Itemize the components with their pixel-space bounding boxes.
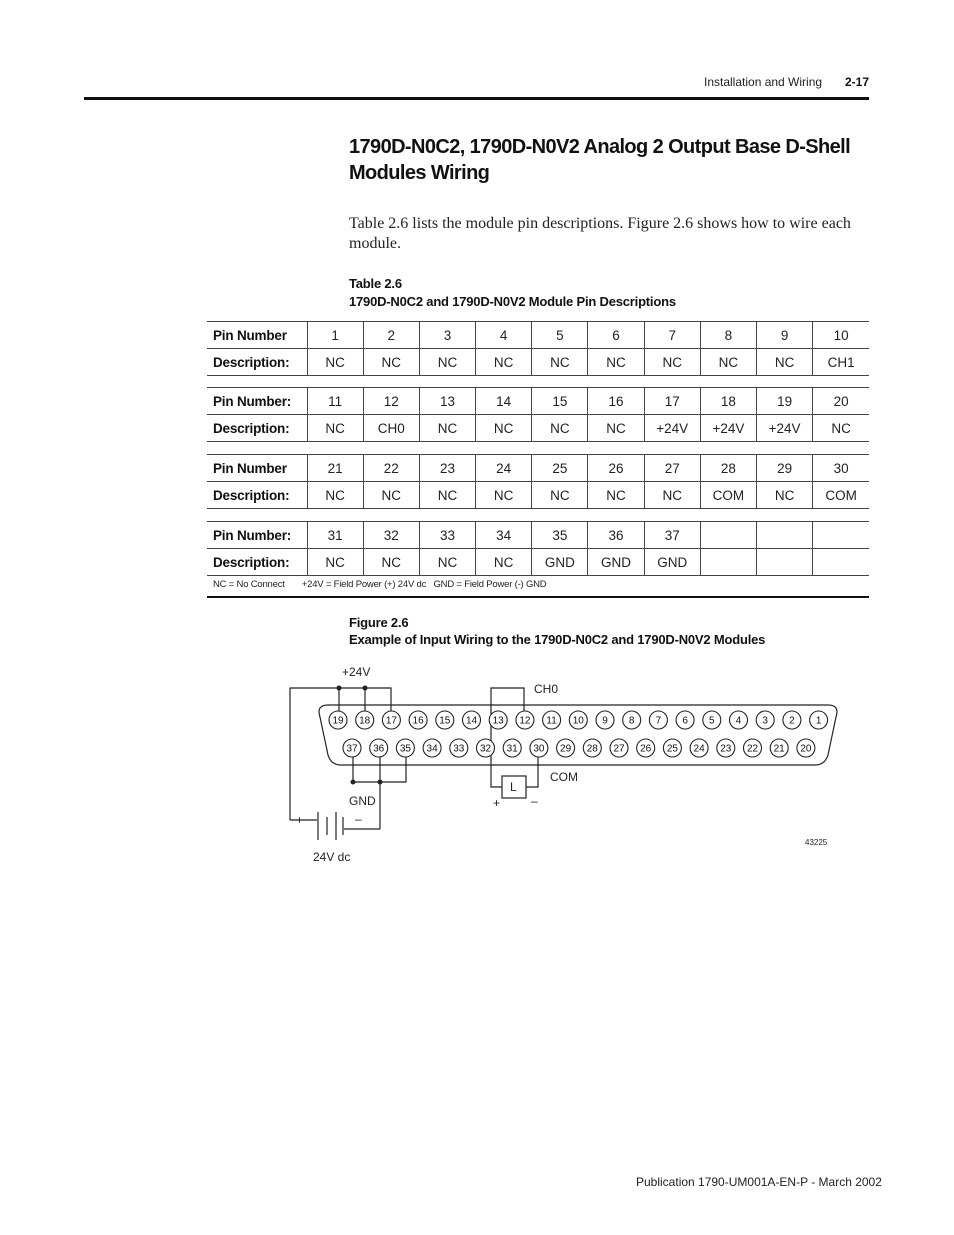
description-row [207,415,869,442]
connector-pin [649,711,667,729]
pin-cell: 29 [757,455,813,482]
pin-cell: 37 [644,522,700,549]
description-cell: NC [419,415,475,442]
pin-number: 30 [533,743,545,755]
connector-pin [436,711,454,729]
description-cell: NC [476,549,532,576]
pin-cell: 32 [363,522,419,549]
description-cell: GND [532,549,588,576]
pin-cell: 12 [363,388,419,415]
pin-cell: 16 [588,388,644,415]
description-cell: NC [307,482,363,509]
pin-number: 10 [572,715,584,727]
pin-cell: 33 [419,522,475,549]
pin-cell [813,522,869,549]
label-supply-plus: + [296,813,304,827]
junction-dot [378,780,383,785]
pin-cell: 31 [307,522,363,549]
pin-number: 9 [602,715,608,727]
description-cell: NC [588,349,644,376]
description-cell: NC [532,482,588,509]
description-cell: NC [307,349,363,376]
connector-pin [637,739,655,757]
connector-pin [543,711,561,729]
connector-pin [730,711,748,729]
pin-cell: 3 [419,322,475,349]
figure-label: Figure 2.6 [349,615,409,630]
table-caption: 1790D-N0C2 and 1790D-N0V2 Module Pin Descriptions [349,294,676,309]
connector-pin [503,739,521,757]
connector-pin [423,739,441,757]
description-cell: NC [419,349,475,376]
pin-number: 35 [399,743,411,755]
connector-pin [489,711,507,729]
pin-cell: 30 [813,455,869,482]
connector-pin [450,739,468,757]
description-cell: NC [307,549,363,576]
connector-pin [583,739,601,757]
label-supply-minus: – [355,812,362,826]
description-cell: NC [476,415,532,442]
label-load-minus: – [531,794,538,808]
pin-cell: 13 [419,388,475,415]
pin-cell: 36 [588,522,644,549]
pin-cell: 35 [532,522,588,549]
connector-pin [396,739,414,757]
pin-number: 18 [359,715,371,727]
pin-cell: 8 [700,322,756,349]
junction-dot [363,686,368,691]
description-cell: NC [700,349,756,376]
pin-cell: 34 [476,522,532,549]
connector-pin [770,739,788,757]
description-cell: GND [588,549,644,576]
description-cell: NC [588,482,644,509]
intro-paragraph: Table 2.6 lists the module pin descriptions. Figure 2.6 shows how to wire each module. [349,215,851,252]
description-cell: NC [363,549,419,576]
section-title: 1790D-N0C2, 1790D-N0V2 Analog 2 Output Base D-Shell Modules Wiring [349,136,851,184]
description-row-label: Description: [207,549,307,576]
pin-cell: 11 [307,388,363,415]
header-rule [84,97,869,100]
label-supply: 24V dc [313,850,351,864]
pin-number: 8 [628,715,635,727]
connector-pin [744,739,762,757]
running-header-section: Installation and Wiring [704,75,823,89]
connector-pin [663,739,681,757]
pin-number: 23 [720,743,732,755]
pin-cell: 22 [363,455,419,482]
connector-pin [690,739,708,757]
connector-pin [569,711,587,729]
pin-cell: 28 [700,455,756,482]
connector-pin [810,711,828,729]
description-row [207,482,869,509]
pin-row [207,522,869,549]
pin-number: 13 [492,715,504,727]
pin-cell: 19 [757,388,813,415]
pin-number: 12 [519,715,531,727]
pin-number: 4 [735,715,742,727]
pin-cell: 17 [644,388,700,415]
description-cell: NC [363,482,419,509]
pin-number: 16 [412,715,424,727]
pin-row [207,455,869,482]
connector-pin [703,711,721,729]
connector-pin [409,711,427,729]
pin-cell: 20 [813,388,869,415]
description-row-label: Description: [207,349,307,376]
description-cell: NC [307,415,363,442]
pin-number: 22 [746,743,759,755]
description-cell: CH1 [813,349,869,376]
pin-row-label: Pin Number [207,455,307,482]
pin-block-4 [207,521,869,576]
pin-number: 31 [506,743,518,755]
description-cell: COM [700,482,756,509]
pin-number: 20 [800,743,812,755]
pin-number: 25 [666,743,678,755]
pin-number: 19 [332,715,344,727]
pin-number: 17 [385,715,397,727]
pin-row-label: Pin Number: [207,388,307,415]
label-load-plus: + [493,796,501,810]
connector-pin [356,711,374,729]
pin-number: 1 [815,715,822,727]
pin-number: 21 [773,743,785,755]
pin-cell: 25 [532,455,588,482]
pin-block-1 [207,321,869,376]
pin-cell: 5 [532,322,588,349]
pin-cell: 15 [532,388,588,415]
description-cell: NC [419,482,475,509]
connector-pin [557,739,575,757]
pin-cell: 6 [588,322,644,349]
connector-pin [370,739,388,757]
connector-pin [477,739,495,757]
pin-number: 32 [479,743,492,755]
pin-cell: 14 [476,388,532,415]
junction-dot [337,686,342,691]
connector-pin [783,711,801,729]
description-cell: NC [813,415,869,442]
connector-pin [530,739,548,757]
pin-block-2 [207,387,869,442]
connector-pin [329,711,347,729]
pin-number: 11 [546,715,557,727]
pin-number: 33 [453,743,465,755]
description-cell: +24V [644,415,700,442]
pin-row-label: Pin Number: [207,522,307,549]
description-cell [757,549,813,576]
pin-cell [757,522,813,549]
pin-cell: 9 [757,322,813,349]
description-cell: +24V [757,415,813,442]
pin-number: 2 [789,715,795,727]
pin-number: 36 [373,743,385,755]
figure-id: 43225 [805,838,828,847]
description-cell: NC [476,349,532,376]
pin-number: 27 [613,743,625,755]
description-cell: NC [757,349,813,376]
pin-row [207,388,869,415]
connector-pin [610,739,628,757]
description-cell: NC [363,349,419,376]
pin-number: 34 [426,743,438,755]
pin-number: 28 [586,743,598,755]
pin-cell: 18 [700,388,756,415]
description-row [207,349,869,376]
description-row-label: Description: [207,415,307,442]
pin-cell: 26 [588,455,644,482]
pin-number: 6 [682,715,688,727]
pin-cell: 4 [476,322,532,349]
table-bottom-rule [207,596,869,598]
pin-number: 26 [640,743,652,755]
pin-row [207,322,869,349]
description-cell: NC [476,482,532,509]
connector-pin [797,739,815,757]
pin-number: 5 [709,715,715,727]
label-gnd: GND [349,794,376,808]
connector-pin [382,711,400,729]
description-cell: NC [532,349,588,376]
description-cell [813,549,869,576]
description-row [207,549,869,576]
pin-cell: 21 [307,455,363,482]
junction-dot [351,780,356,785]
description-cell: NC [757,482,813,509]
description-cell: NC [419,549,475,576]
description-cell: COM [813,482,869,509]
pin-number: 3 [762,715,768,727]
connector-pin [516,711,534,729]
description-cell: GND [644,549,700,576]
connector-pin [343,739,361,757]
wire-24v-to-supply [290,688,339,820]
label-com: COM [550,770,578,784]
pin-number: 15 [439,715,451,727]
description-cell: CH0 [363,415,419,442]
publication-footer: Publication 1790-UM001A-EN-P - March 2002 [636,1175,882,1189]
connector-pin [623,711,641,729]
description-cell: NC [588,415,644,442]
description-cell [700,549,756,576]
pins-layer [329,711,828,757]
label-ch0: CH0 [534,682,559,696]
description-cell: NC [532,415,588,442]
description-row-label: Description: [207,482,307,509]
table-label: Table 2.6 [349,276,402,291]
connector-pin [756,711,774,729]
pin-cell: 24 [476,455,532,482]
pin-cell: 10 [813,322,869,349]
pin-block-3 [207,454,869,509]
connector-pin [676,711,694,729]
pin-row-label: Pin Number [207,322,307,349]
wire-ch0 [491,688,524,787]
table-footnote: NC = No Connect +24V = Field Power (+) 24V dc GND = Field Power (-) GND [213,579,547,590]
description-cell: +24V [700,415,756,442]
label-load: L [510,780,517,794]
connector-pin [463,711,481,729]
pin-number: 24 [693,743,705,755]
pin-number: 37 [346,743,358,755]
pin-number: 14 [465,715,478,727]
connector-pin [596,711,614,729]
pin-number: 7 [655,715,662,727]
pin-cell: 27 [644,455,700,482]
figure-caption: Example of Input Wiring to the 1790D-N0C2 and 1790D-N0V2 Modules [349,632,766,647]
pin-cell: 23 [419,455,475,482]
pin-cell [700,522,756,549]
pin-number: 29 [560,743,572,755]
description-cell: NC [644,482,700,509]
pin-cell: 1 [307,322,363,349]
page-number: 2-17 [845,75,870,89]
pin-cell: 7 [644,322,700,349]
wiring-diagram [280,655,850,870]
label-24v: +24V [342,665,371,679]
description-cell: NC [644,349,700,376]
connector-pin [717,739,735,757]
pin-cell: 2 [363,322,419,349]
